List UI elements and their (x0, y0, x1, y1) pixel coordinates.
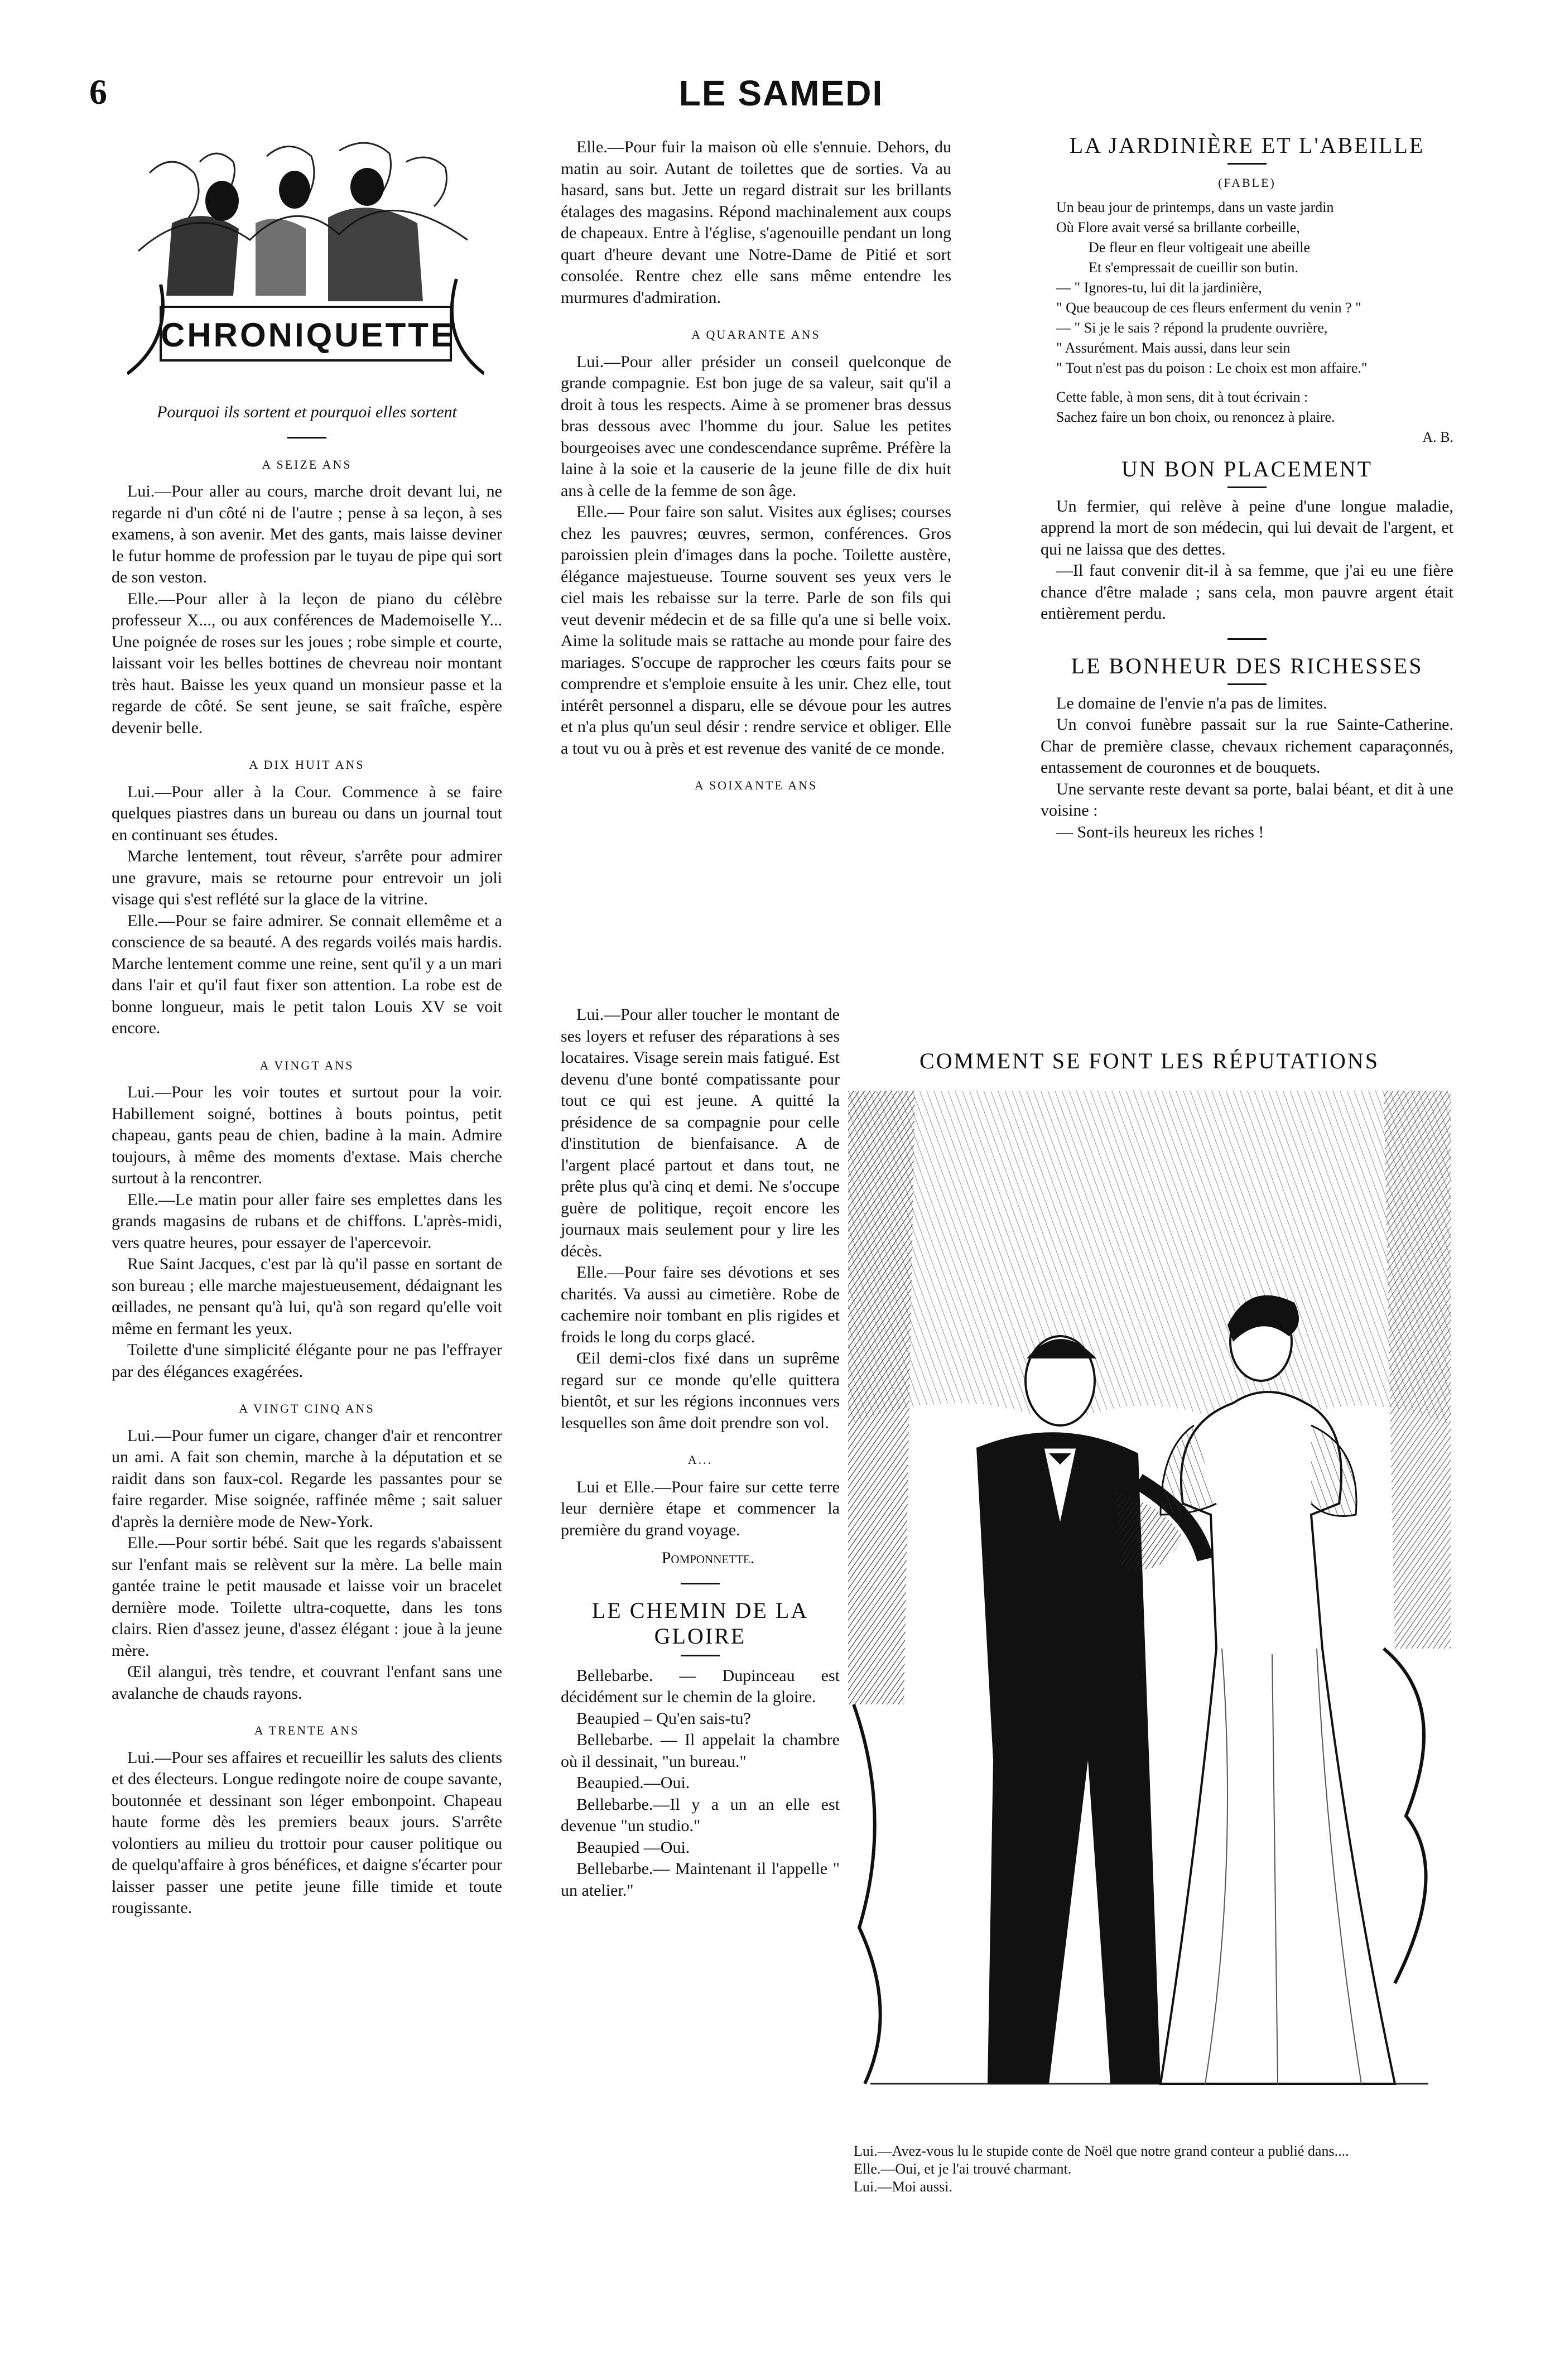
divider (1227, 486, 1267, 488)
placement-title: UN BON PLACEMENT (1121, 456, 1373, 481)
paragraph: Lui.—Pour aller présider un conseil quelconque de grande compagnie. Est bon juge de sa valeur, sait qu'il a droit à tous les respects. Aime à se promener bras dessus bras dessous avec l'homme du jour. Salue les petites bourgeoises avec une condescendance suprême. Préfère la laine à la soie et la causerie de la jeune fille de dix huit ans à celle de la femme de son âge. (561, 352, 951, 500)
section-heading: A DIX HUIT ANS (249, 758, 365, 772)
paragraph: Marche lentement, tout rêveur, s'arrête pour admirer une gravure, mais se retourne pour entrevoir un joli visage qui s'est reflété sur la glace de la vitrine. (112, 847, 502, 908)
section-heading: A QUARANTE ANS (691, 327, 821, 341)
dialogue-line: Bellebarbe. — Il appelait la chambre où il dessinait, "un bureau." (561, 1731, 840, 1771)
fable-poem (1041, 197, 1453, 447)
paragraph: Un convoi funèbre passait sur la rue Sainte-Catherine. Char de première classe, chevaux richement caparaçonnés, entassement de couronnes et de bouquets. (1041, 715, 1453, 777)
divider (1227, 638, 1267, 640)
reputations-illustration (848, 1091, 1451, 2140)
paragraph: Lui.—Pour ses affaires et recueillir les saluts des clients et des électeurs. Longue redingote noire de coupe savante, boutonnée et dessinant son léger embonpoint. Chapeau haute forme dès les premiers beaux jours. S'arrête volontiers au milieu du trottoir pour causer politique ou de quelqu'affaire à gros bénéfices, et daigne s'écarter pour laisser passer une petite jeune fille timide et toute rougissante. (112, 1748, 502, 1917)
paragraph: Elle.—Le matin pour aller faire ses emplettes dans les grands magasins de rubans et de chiffons. L'après-midi, vers quatre heures, pour essayer de l'apercevoir. (112, 1190, 502, 1252)
paragraph: Elle.—Pour sortir bébé. Sait que les regards s'abaissent sur l'enfant mais se relèvent sur la mère. La belle main gantée traine le petit mausade et laisse voir un bracelet dernière mode. Toilette ultra-coquette, dans les tons clairs. Rien d'assez jeune, d'assez élégant : joue à la jeune mère. (112, 1534, 502, 1660)
column-2-lower (561, 1004, 840, 2343)
paragraph: Elle.—Pour se faire admirer. Se connait ellemême et a conscience de sa beauté. A des regards voilés mais hardis. Marche lentement comme une reine, sent qu'il y a un mari dans l'air et qu'il faut fixer son attention. La robe est de bonne longueur, mais le petit talon Louis XV se voit encore. (112, 911, 502, 1037)
couple-drawing (848, 1091, 1451, 2140)
paragraph: Un fermier, qui relève à peine d'une longue maladie, apprend la mort de son médecin, qui lui devait de l'argent, et qui ne laissa que des dettes. (1041, 497, 1453, 558)
divider (1227, 683, 1267, 685)
caption-line: Lui.—Moi aussi. (854, 2179, 952, 2195)
dialogue-line: Bellebarbe. — Dupinceau est décidément sur le chemin de la gloire. (561, 1666, 840, 1706)
illustration-caption (854, 2142, 1445, 2196)
paragraph: Lui.—Pour les voir toutes et surtout pour la voir. Habillement soigné, bottines à bouts pointus, petit chapeau, gants peau de chien, badine à la main. Admire toujours, à même des moments d'extase. Mais cherche surtout à la rencontrer. (112, 1083, 502, 1187)
paragraph: —Il faut convenir dit-il à sa femme, que j'ai eu une fière chance d'être malade ; sans cela, mon pauvre argent était entièrement perdu. (1041, 561, 1453, 623)
column-1 (112, 402, 502, 2354)
moral-line: Sachez faire un bon choix, ou renoncez à plaire. (1056, 408, 1335, 425)
caption-line: Elle.—Oui, et je l'ai trouvé charmant. (854, 2161, 1072, 2177)
chroniquette-vignette (127, 139, 484, 391)
chroniquette-banner: CHRONIQUETTE (161, 316, 455, 354)
paragraph: Lui et Elle.—Pour faire sur cette terre leur dernière étape et commencer la première du grand voyage. (561, 1477, 840, 1539)
moral-line: Cette fable, à mon sens, dit à tout écrivain : (1056, 388, 1308, 405)
paragraph: Lui.—Pour aller à la Cour. Commence à se faire quelques piastres dans un bureau ou dans un journal tout en continuant ses études. (112, 782, 502, 844)
section-heading: A VINGT CINQ ANS (239, 1401, 375, 1415)
paragraph: Rue Saint Jacques, c'est par là qu'il passe en sortant de son bureau ; elle marche majestueusement, dédaignant les œillades, ne pensant qu'à lui, qu'à son regard qu'elle voit même en fermant les yeux. (112, 1255, 502, 1338)
fable-subtitle: (FABLE) (1218, 176, 1276, 190)
signature: Pomponnette. (661, 1549, 755, 1567)
section-heading: A SEIZE ANS (262, 457, 352, 471)
column-2 (561, 137, 951, 1007)
divider (681, 1655, 720, 1656)
section-heading: A... (687, 1453, 713, 1467)
dialogue-line: Bellebarbe.—Il y a un an elle est devenue "un studio." (561, 1795, 840, 1835)
verse-line: Où Flore avait versé sa brillante corbeille, (1056, 219, 1300, 235)
divider (681, 1583, 720, 1584)
verse-line: Et s'empressait de cueillir son butin. (1089, 259, 1298, 276)
verse-line: — " Si je le sais ? répond la prudente ouvrière, (1056, 319, 1328, 336)
paragraph: Elle.— Pour faire son salut. Visites aux églises; courses chez les pauvres; œuvres, sermon, conférences. Gros paroissien plein d'images dans la poche. Toilette austère, élégance majestueuse. Tourne souvent ses yeux vers le ciel mais les rebaisse sur la terre. Parle de son fils qui veut devenir médecin et de sa fille qu'a une si belle voix. Aime la solitude mais se rattache au monde pour faire des mariages. S'occupe de rapprocher les cœurs faits pour se comprendre et s'emploie ensuite à les unir. Chez elle, tout intérêt personnel a disparu, elle se dévoue pour les autres et n'a plus qu'un seul désir : rendre service et obliger. Elle a tout vu ou à près et est revenue des vanité de ce monde. (561, 503, 951, 758)
verse-line: " Que beaucoup de ces fleurs enferment du venin ? " (1056, 299, 1361, 316)
verse-line: De fleur en fleur voltigeait une abeille (1089, 239, 1311, 256)
paragraph: Elle.—Pour faire ses dévotions et ses charités. Va aussi au cimetière. Robe de cachemire noir tombant en plis rigides et froids le long du corps glacé. (561, 1263, 840, 1346)
fable-signature: A. B. (1422, 428, 1453, 445)
dialogue-line: Beaupied.—Oui. (576, 1774, 690, 1792)
paragraph: Lui.—Pour aller au cours, marche droit devant lui, ne regarde ni d'un côté ni de l'autre ; pense à sa leçon, à ses examens, à son avenir. Met des gants, mais laisse deviner le futur homme de profession par le tuyau de pipe qui sort de son veston. (112, 482, 502, 586)
page-number: 6 (89, 72, 107, 112)
section-heading: A TRENTE ANS (254, 1723, 360, 1737)
divider (287, 437, 326, 439)
paragraph: — Sont-ils heureux les riches ! (1056, 822, 1264, 841)
chroniquette-subtitle: Pourquoi ils sortent et pourquoi elles sortent (157, 403, 457, 421)
section-heading: A SOIXANTE ANS (694, 778, 818, 792)
bonheur-title: LE BONHEUR DES RICHESSES (1071, 653, 1423, 678)
fable-title: LA JARDINIÈRE ET L'ABEILLE (1069, 133, 1425, 158)
section-heading: A VINGT ANS (259, 1058, 354, 1072)
paragraph: Œil demi-clos fixé dans un suprême regard sur ce monde qu'elle quittera bientôt, et sur les régions inconnues vers lesquelles son âme doit prendre son vol. (561, 1349, 840, 1432)
verse-line: " Tout n'est pas du poison : Le choix est mon affaire." (1056, 359, 1368, 376)
verse-line: " Assurément. Mais aussi, dans leur sein (1056, 339, 1291, 356)
paragraph: Lui.—Pour aller toucher le montant de ses loyers et refuser des réparations à ses locataires. Visage serein mais fatigué. Est devenu d'une bonté compatissante pour tout ce qui est jeune. A quitté la présidence de sa compagnie pour celle d'institution de bienfaisance. A de l'argent placé partout et dans tout, ne prête plus qu'à cinq et demi. Ne s'occupe guère de politique, reçoit encore les journaux mais seulement pour y lire les décès. (561, 1005, 840, 1260)
dialogue-line: Beaupied —Oui. (576, 1838, 690, 1857)
dialogue-line: Bellebarbe.— Maintenant il l'appelle " un atelier." (561, 1859, 840, 1900)
dialogue-line: Beaupied – Qu'en sais-tu? (576, 1709, 751, 1728)
paragraph: Toilette d'une simplicité élégante pour ne pas l'effrayer par des élégances exagérées. (112, 1341, 502, 1381)
column-3 (1041, 133, 1453, 1025)
paragraph: Le domaine de l'envie n'a pas de limites. (1056, 693, 1327, 712)
chemin-title: LE CHEMIN DE LA GLOIRE (591, 1597, 809, 1649)
paragraph: Une servante reste devant sa porte, balai béant, et dit à une voisine : (1041, 779, 1453, 820)
paragraph: Elle.—Pour aller à la leçon de piano du célèbre professeur X..., ou aux conférences de Mademoiselle Y... Une poignée de roses sur les joues ; robe simple et courte, laissant voir les belles bottines de chevreau noir montant très haut. Baisse les yeux quand un monsieur passe et la regarde de côté. Se sent jeune, se sait fraîche, espère devenir belle. (112, 589, 502, 737)
caption-line: Lui.—Avez-vous lu le stupide conte de Noël que notre grand conteur a publié dans.... (854, 2143, 1349, 2159)
paragraph: Œil alangui, très tendre, et couvrant l'enfant sans une avalanche de chauds rayons. (112, 1663, 502, 1703)
verse-line: — " Ignores-tu, lui dit la jardinière, (1056, 279, 1262, 296)
paragraph: Elle.—Pour fuir la maison où elle s'ennuie. Dehors, du matin au soir. Autant de toilettes que de sorties. Va au hasard, sans but. Jette un regard distrait sur les brillants étalages des magasins. Répond machinalement aux coups de chapeaux. Entre à l'église, s'agenouille pendant un long quart d'heure devant une Notre-Dame de Pitié et sort consolée. Rentre chez elle sans même entendre les murmures d'admiration. (561, 138, 951, 307)
journal-title: LE SAMEDI (678, 73, 884, 113)
illustration-title: COMMENT SE FONT LES RÉPUTATIONS (919, 1048, 1379, 1073)
divider (1227, 163, 1267, 165)
verse-line: Un beau jour de printemps, dans un vaste jardin (1056, 199, 1334, 215)
paragraph: Lui.—Pour fumer un cigare, changer d'air et rencontrer un ami. A fait son chemin, marche à la députation et se raidit dans son faux-col. Regarde les passantes pour se faire regarder. Mise soignée, raffinée même ; sait saluer d'après la dernière mode de New-York. (112, 1426, 502, 1531)
